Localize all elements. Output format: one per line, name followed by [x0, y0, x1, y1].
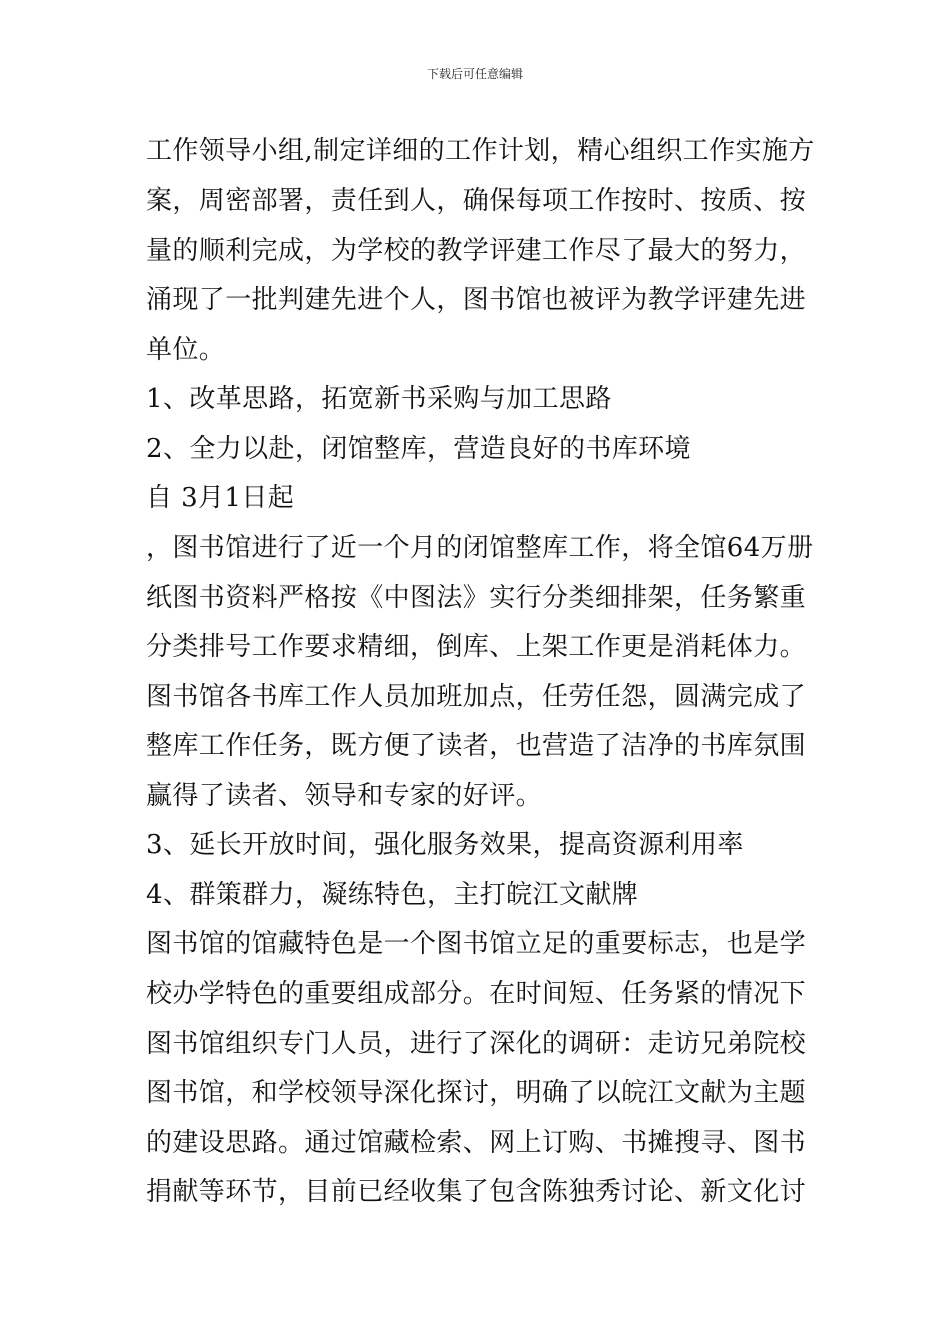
text-line: 单位。	[146, 335, 226, 365]
text-line: 量的顺利完成，为学校的教学评建工作尽了最大的努力，	[146, 236, 807, 266]
text-line: 整库工作任务，既方便了读者，也营造了洁净的书库氛围	[146, 731, 807, 761]
text-line: 分类排号工作要求精细，倒库、上架工作更是消耗体力。	[146, 632, 807, 662]
text-line: 自 3月1日起	[146, 483, 295, 513]
text-line: 校办学特色的重要组成部分。在时间短、任务紧的情况下	[146, 979, 807, 1009]
page-header: 下载后可任意编辑	[426, 67, 523, 81]
text-line: 1、改革思路，拓宽新书采购与加工思路	[146, 384, 612, 414]
text-line: 赢得了读者、领导和专家的好评。	[146, 781, 543, 811]
text-line: 工作领导小组,制定详细的工作计划，精心组织工作实施方	[146, 136, 815, 166]
text-line: ，图书馆进行了近一个月的闭馆整库工作，将全馆64万册	[146, 533, 814, 563]
text-line: 3、延长开放时间，强化服务效果，提高资源利用率	[146, 830, 744, 860]
text-line: 图书馆，和学校领导深化探讨，明确了以皖江文献为主题	[146, 1078, 807, 1108]
text-line: 的建设思路。通过馆藏检索、网上订购、书摊搜寻、图书	[146, 1128, 807, 1158]
text-line: 案，周密部署，责任到人，确保每项工作按时、按质、按	[146, 186, 807, 216]
text-line: 捐献等环节，目前已经收集了包含陈独秀讨论、新文化讨	[146, 1177, 807, 1207]
text-line: 图书馆各书库工作人员加班加点，任劳任怨，圆满完成了	[146, 682, 807, 712]
text-line: 图书馆的馆藏特色是一个图书馆立足的重要标志，也是学	[146, 929, 807, 959]
text-line: 涌现了一批判建先进个人，图书馆也被评为教学评建先进	[146, 285, 807, 315]
text-line: 纸图书资料严格按《中图法》实行分类细排架，任务繁重	[146, 583, 807, 613]
text-line: 图书馆组织专门人员，进行了深化的调研：走访兄弟院校	[146, 1029, 807, 1059]
text-line: 2、全力以赴，闭馆整库，营造良好的书库环境	[146, 434, 691, 464]
text-line: 4、群策群力，凝练特色，主打皖江文献牌	[146, 880, 639, 910]
